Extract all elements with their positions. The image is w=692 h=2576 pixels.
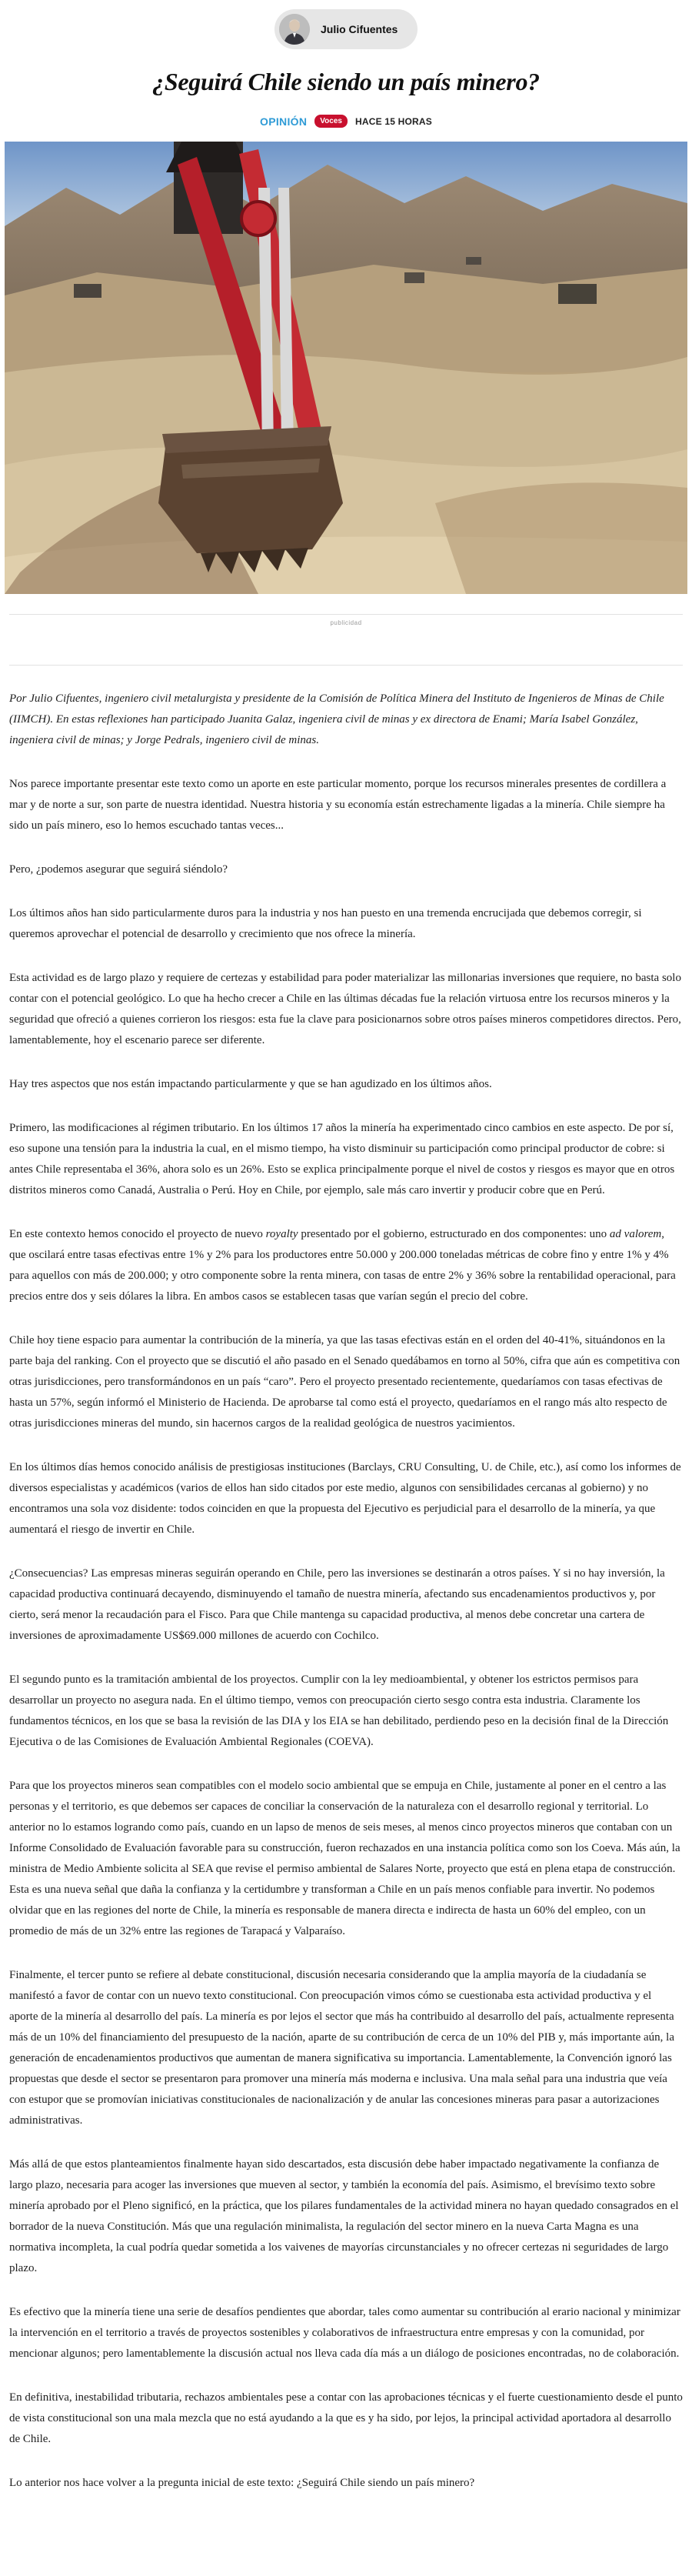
article-closing-paragraph: Lo anterior nos hace volver a la pregunta inicial de este texto: ¿Seguirá Chile siendo un país minero? bbox=[9, 2477, 475, 2489]
section-link[interactable]: OPINIÓN bbox=[260, 115, 308, 128]
article-timestamp: HACE 15 HORAS bbox=[354, 115, 432, 127]
article-paragraph: Nos parece importante presentar este texto como un aporte en este particular momento, porque los recursos minerales presentes de cordillera a mar y de norte a sur, son parte de nuestra identidad. Nuestra historia y su economía están estrechamente ligadas a la minería. Chile siempre ha sido un país minero, eso lo hemos escuchado tantas veces... bbox=[9, 778, 667, 832]
article-paragraph: ¿Consecuencias? Las empresas mineras seguirán operando en Chile, pero las inversiones se destinarán a otros países. Y si no hay inversión, la capacidad productiva continuará decayendo, disminuyendo el tamaño de nuestra minería, afectando sus encadenamientos productivos y, por cierto, será menor la recaudación para el Fisco. Para que Chile mantenga su capacidad productiva, al menos debe concretar una cartera de inversiones de aproximadamente US$69.000 millones de acuerdo con Cochilco. bbox=[9, 1567, 665, 1642]
article-paragraph bbox=[9, 1224, 683, 1307]
article-paragraph: Los últimos años han sido particularmente duros para la industria y nos han puesto en una tremenda encrucijada que debemos corregir, si queremos aprovechar el potencial de desarrollo y crecimiento que nos ofrece la minería. bbox=[9, 907, 642, 940]
article-page bbox=[0, 9, 692, 2494]
article-paragraph: En definitiva, inestabilidad tributaria, rechazos ambientales pese a contar con las aprobaciones técnicas y el fuerte cuestionamiento desde el punto de vista constitucional son una mala mezcla que no está ayudando a la que es y ha sido, por lejos, la principal actividad aportadora al desarrollo de Chile. bbox=[9, 2391, 683, 2445]
article-paragraph: Más allá de que estos planteamientos finalmente hayan sido descartados, esta discusión debe haber impactado negativamente la confianza de largo plazo, necesaria para acoger las inversiones que mueven al sector, y también la economía del país. Asimismo, el brevísimo texto sobre minería aprobado por el Pleno significó, en la práctica, que los pilares fundamentales de la actividad minera no hayan quedado consagrados en el borrador de la nueva Constitución. Más que una regulación minimalista, la regulación del sector minero en la nueva Carta Magna es una normativa incompleta, la cual podría quedar sometida a los vaivenes de mayorías circunstanciales y no ofrecer certezas ni seguridades de largo plazo. bbox=[9, 2158, 679, 2274]
article-paragraph: Pero, ¿podemos asegurar que seguirá siéndolo? bbox=[9, 863, 228, 876]
author-pill[interactable] bbox=[274, 9, 418, 49]
article-paragraph: Hay tres aspectos que nos están impactando particularmente y que se han agudizado en los últimos años. bbox=[9, 1078, 492, 1090]
article-paragraph: En los últimos días hemos conocido análisis de prestigiosas instituciones (Barclays, CRU Consulting, U. de Chile, etc.), así como los informes de diversos especialistas y académicos (varios de ellos han sido citados por este medio, algunos con sensibilidades cercanas al gobierno) y no encontramos una sola voz disidente: todos coinciden en que la propuesta del Ejecutivo es perjudicial para el desarrollo de la minería, ya que aumentará el riesgo de invertir en Chile. bbox=[9, 1461, 681, 1536]
article-title: ¿Seguirá Chile siendo un país minero? bbox=[152, 68, 540, 95]
ad-divider bbox=[9, 614, 683, 629]
article-paragraph: El segundo punto es la tramitación ambiental de los proyectos. Cumplir con la ley medioambiental, y obtener los estrictos permisos para desarrollar un proyecto no asegura nada. En el último tiempo, vemos con preocupación cierto sesgo contra esta industria. Claramente los fundamentos técnicos, en los que se basa la revisión de las DIA y los EIA se han debilitado, perdiendo peso en la decisión final de la Dirección Ejecutiva o de las Comisiones de Evaluación Ambiental Regionales (COEVA). bbox=[9, 1673, 669, 1748]
article-paragraph: Primero, las modificaciones al régimen tributario. En los últimos 17 años la minería ha experimentado cinco cambios en este aspecto. De por sí, eso supone una tensión para la industria la cual, en el mismo tiempo, ha visto disminuir su participación como principal productor de cobre: si antes Chile representaba el 36%, ahora solo es un 26%. Esto se explica principalmente porque el nivel de costos y riesgos es mayor que en otros distritos mineros como Canadá, Australia o Perú. Hoy en Chile, por ejemplo, sale más caro invertir y producir cobre que en Perú. bbox=[9, 1122, 675, 1196]
article-paragraph: Finalmente, el tercer punto se refiere al debate constitucional, discusión necesaria considerando que la amplia mayoría de la ciudadanía se manifestó a favor de contar con un nuevo texto constitucional. Con preocupación vimos cómo se cuestionaba esta actividad productiva y el aporte de la minería al desarrollo del país. La minería es por lejos el sector que más ha contribuido al desarrollo del país, actualmente representa más de un 10% del financiamiento del presupuesto de la nación, aparte de su contribución de cerca de un 10% del PIB y, más importante aún, la generación de encadenamientos productivos que aumentan de manera significativa su importancia. Lamentablemente, la Convención ignoró las propuestas que desde el sector se presentaron para promover una minería más moderna e inclusiva. Una mala señal para una industria que veía con estupor que se promovían iniciativas constitucionales de nacionalización y de anular las concesiones mineras para pasar a autorizaciones administrativas. bbox=[9, 1969, 674, 2127]
text-segment: presentado por el gobierno, estructurado en dos componentes: uno bbox=[298, 1228, 610, 1240]
content-divider bbox=[9, 665, 683, 666]
article-paragraph: Esta actividad es de largo plazo y requiere de certezas y estabilidad para poder materializar las millonarias inversiones que requiere, no basta solo contar con el potencial geológico. Lo que ha hecho crecer a Chile en las últimas décadas fue la relación virtuosa entre los recursos mineros y la seguridad que ofreció a quienes corrieron los riesgos: esta fue la clave para posicionarnos sobre otros países mineros competidores directos. Pero, lamentablemente, hoy el escenario parece ser diferente. bbox=[9, 972, 681, 1046]
text-segment: En este contexto hemos conocido el proyecto de nuevo bbox=[9, 1228, 266, 1240]
text-segment: , que oscilará entre tasas efectivas entre 1% y 2% para los productores entre 50.000 y 200.000 toneladas métricas de cobre fino y entre 1% y 4% para aquellos con más de 200.000; y otro componente sobre la renta minera, con tasas de entre 2% y 36% sobre la rentabilidad operacional, para precios entre dos y seis dólares la libra. En ambos casos se establecen tasas que varían según el precio del cobre. bbox=[9, 1228, 676, 1303]
ad-valorem-term: ad valorem bbox=[609, 1228, 662, 1240]
hero-image bbox=[5, 142, 687, 594]
royalty-term: royalty bbox=[265, 1228, 298, 1240]
article-paragraph: Para que los proyectos mineros sean compatibles con el modelo socio ambiental que se empuja en Chile, justamente al poner en el centro a las personas y el territorio, es que debemos ser capaces de conciliar la conservación de la naturaleza con el desarrollo regional y territorial. Lo anterior no lo estamos logrando como país, cuando en un lapso de menos de seis meses, al menos cinco proyectos mineros que contaban con un Informe Consolidado de Evaluación favorable para su construcción, fueron rechazados en una instancia política como son los Coeva. Más aún, la ministra de Medio Ambiente solicita al SEA que revise el permiso ambiental de Salares Norte, proyecto que está en plena etapa de construcción. Esta es una nueva señal que daña la confianza y la certidumbre y transforman a Chile en un país menos confiable para invertir. No podemos olvidar que en las regiones del norte de Chile, la minería es responsable de manera directa e indirecta de hasta un 60% del empleo, con un promedio de más de un 32% entre las regiones de Tarapacá y Valparaíso. bbox=[9, 1780, 680, 1937]
article-paragraph: Chile hoy tiene espacio para aumentar la contribución de la minería, ya que las tasas efectivas están en el orden del 40-41%, situándonos en la parte baja del ranking. Con el proyecto que se discutió el año pasado en el Senado quedábamos en torno al 50%, cifra que aún es competitiva con otras jurisdicciones, pero transformándonos en un país “caro”. Pero el proyecto presentado recientemente, quedaríamos con tasas efectivas de hasta un 57%, según informó el Ministerio de Hacienda. De aprobarse tal como está el proyecto, quedaríamos en el rango más alto respecto de otras jurisdicciones mineras del mundo, sin hacernos cargos de la realidad geológica de nuestros yacimientos. bbox=[9, 1334, 680, 1430]
article-paragraph: Es efectivo que la minería tiene una serie de desafíos pendientes que abordar, tales como aumentar su contribución al erario nacional y minimizar la intervención en el territorio a través de proyectos sostenibles y colaborativos de infraestructura entre empresas y con la comunidad, por mencionar algunos; pero lamentablemente la discusión actual nos lleva cada día más a un diálogo de posiciones encontradas, no de colaboración. bbox=[9, 2306, 680, 2360]
author-avatar[interactable] bbox=[279, 14, 310, 45]
author-name[interactable]: Julio Cifuentes bbox=[321, 23, 398, 35]
article-intro-paragraph: Por Julio Cifuentes, ingeniero civil metalurgista y presidente de la Comisión de Política Minera del Instituto de Ingenieros de Minas de Chile (IIMCH). En estas reflexiones han participado Juanita Galaz, ingeniera civil de minas y ex directora de Enami; María Isabel González, ingeniera civil de minas; y Jorge Pedrals, ingeniero civil de minas. bbox=[9, 692, 664, 746]
mining-shovel-photo bbox=[5, 142, 687, 594]
article-meta bbox=[0, 115, 692, 128]
ad-label: publicidad bbox=[330, 619, 362, 626]
article-body bbox=[0, 689, 692, 2494]
section-badge[interactable]: Voces bbox=[314, 115, 348, 128]
